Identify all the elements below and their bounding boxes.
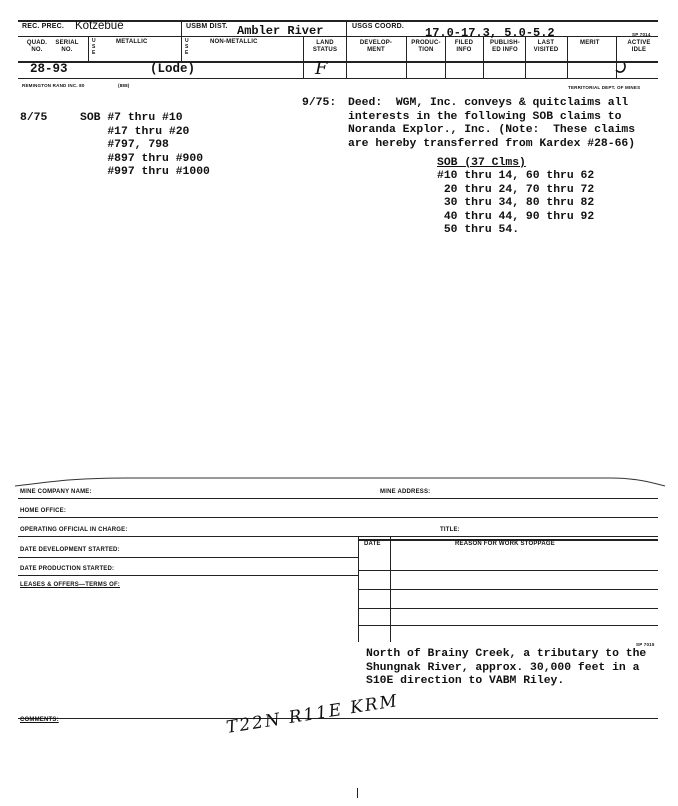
claim-line: 30 thru 34, 80 thru 82 [437,197,595,209]
active-idle-label: ACTIVE IDLE [627,40,651,53]
use-label-a: U S E [92,38,96,56]
entry-date-1: 8/75 [20,112,48,124]
reason-stoppage-label: REASON FOR WORK STOPPAGE [455,541,555,547]
margin-tick [357,788,358,798]
home-office-label: HOME OFFICE: [20,508,67,514]
metallic-label: METALLIC [116,39,148,45]
sob-line: SOB #7 thru #10 [80,112,183,124]
sob-line: #797, 798 [80,139,169,151]
check-mark-icon [614,62,630,76]
sob-line: #897 thru #900 [80,152,204,165]
torn-edge-line [10,474,670,488]
location-line: North of Brainy Creek, a tributary to the [366,648,647,660]
land-status-value: F [315,58,328,79]
sob-claims-block [80,112,210,180]
title-label: TITLE: [440,527,460,533]
development-label: DEVELOP-MENT [359,40,393,53]
usgs-coord-value: 17.0-17.3, 5.0-5.2 [425,26,555,40]
printer-note: REMINGTON RAND INC. 80 [22,83,85,88]
form-number: SP 7014 [632,32,651,37]
claim-line: 40 thru 44, 90 thru 92 [437,210,595,223]
usgs-coord-label: USGS COORD. [352,23,404,30]
location-line: Shungnak River, approx. 30,000 feet in a [366,661,640,674]
claim-line: 50 thru 54. [437,224,520,236]
quad-no-label: QUAD. NO. [26,40,48,53]
land-status-label: LAND STATUS [312,40,338,53]
comments-label: COMMENTS: [20,717,59,723]
use-label-b: U S E [185,38,189,56]
date-column-label: DATE [364,541,381,547]
mine-address-label: MINE ADDRESS: [380,489,431,495]
sob-37-header: SOB (37 Clms) [437,157,526,169]
serial-no-label: SERIAL NO. [55,40,79,53]
location-description [366,648,646,689]
usbm-dist-label: USBM DIST. [186,23,228,30]
usbm-dist-value: Ambler River [237,24,324,38]
published-info-label: PUBLISH-ED INFO [490,40,520,53]
metallic-value: (Lode) [150,62,196,76]
claim-line: 20 thru 24, 70 thru 72 [437,183,595,196]
merit-label: MERIT [580,40,600,46]
sob-37-claims [437,170,594,238]
production-label: PRODUC-TION [411,40,441,53]
mine-company-label: MINE COMPANY NAME: [20,489,92,495]
deed-line: are hereby transferred from Kardex #28-66) [348,137,636,150]
rec-prec-label: REC. PREC. [22,23,65,30]
deed-line: Deed: WGM, Inc. conveys & quitclaims all [348,97,629,109]
entry-date-2: 9/75: [302,97,337,109]
last-visited-label: LAST VISITED [533,40,559,53]
sob-line: #17 thru #20 [80,125,190,138]
form-number-2: SP 7015 [636,642,655,647]
deed-line: Noranda Explor., Inc. (Note: These claims [348,124,636,136]
filed-info-label: FILED INFO [454,40,474,53]
territorial-dept: TERRITORIAL DEPT. OF MINES [568,85,641,90]
handwritten-township-note: T22N R11E KRM [224,690,401,738]
deed-text [348,97,635,151]
date-development-label: DATE DEVELOPMENT STARTED: [20,547,120,553]
rec-prec-value: Kotzebue [75,20,124,32]
claim-line: #10 thru 14, 60 thru 62 [437,170,595,182]
printer-code: (888) [118,83,130,88]
quad-no-value: 28-93 [30,62,68,76]
deed-line: interests in the following SOB claims to [348,110,622,123]
leases-offers-label: LEASES & OFFERS—TERMS OF: [20,582,121,588]
sob-line: #997 thru #1000 [80,166,210,178]
location-line: S10E direction to VABM Riley. [366,675,565,687]
nonmetallic-label: NON-METALLIC [210,39,258,45]
operating-official-label: OPERATING OFFICIAL IN CHARGE: [20,527,128,533]
date-production-label: DATE PRODUCTION STARTED: [20,566,115,572]
